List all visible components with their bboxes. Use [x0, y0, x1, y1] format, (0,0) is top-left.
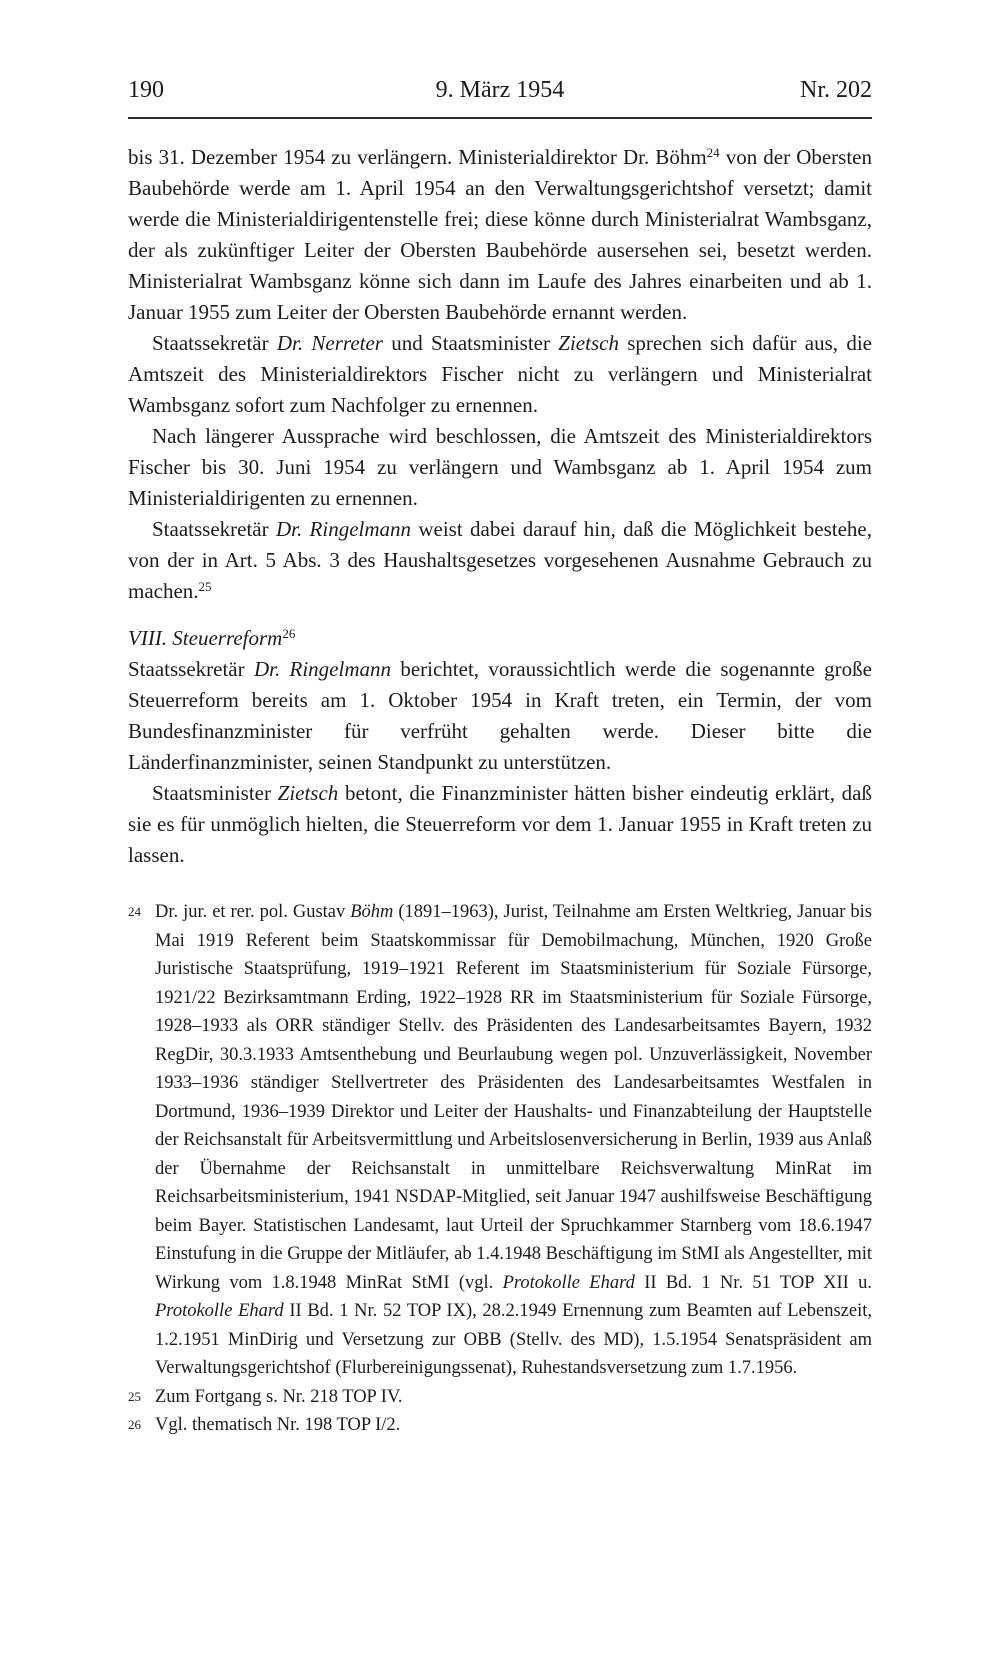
paragraph [128, 421, 872, 514]
text-segment: Protokolle Ehard [502, 1272, 635, 1293]
text-segment: und Staatsminister [382, 331, 559, 355]
section-heading [128, 623, 872, 654]
footnote-text [155, 1387, 403, 1407]
text-segment: Staatssekretär [152, 517, 276, 541]
text-segment: (1891–1963), Jurist, Teilnahme am Ersten Weltkrieg, Januar bis Mai 1919 Referent beim Staatskommissar für Demobilmachung, München, 1920 Große Juristische Staatsprüfung, 1919–1921 Referent im Staatsministerium für Soziale Fürsorge, 1921/22 Bezirksamtmann Erding, 1922–1928 RR im Staatsministerium für Soziale Fürsorge, 1928–1933 als ORR ständiger Stellv. des Präsidenten des Landesarbeitsamtes Bayern, 1932 RegDir, 30.3.1933 Amtsenthebung und Beurlaubung wegen pol. Unzuverlässigkeit, November 1933–1936 ständiger Stellvertreter des Präsidenten des Landesarbeitsamtes Westfalen in Dortmund, 1936–1939 Direktor und Leiter der Haushalts- und Finanzabteilung der Hauptstelle der Reichsanstalt für Arbeitsvermittlung und Arbeitslosenversicherung in Berlin, 1939 aus Anlaß der Übernahme der Reichsanstalt in unmittelbare Reichsverwaltung MinRat im Reichsarbeitsministerium, 1941 NSDAP-Mitglied, seit Januar 1947 aushilfsweise Beschäftigung beim Bayer. Statistischen Landesamt, laut Urteil der Spruchkammer Starnberg vom 18.6.1947 Einstufung in die Gruppe der Mitläufer, ab 1.4.1948 Beschäftigung im StMI als Angestellter, mit Wirkung vom 1.8.1948 MinRat StMI (vgl. [155, 902, 872, 1293]
footnotes [128, 898, 872, 1440]
paragraph [128, 778, 872, 871]
paragraph [128, 142, 872, 328]
footnote-reference: 25 [198, 579, 212, 595]
footnote [128, 1411, 872, 1440]
header-doc-number: Nr. 202 [800, 77, 872, 103]
text-segment: II Bd. 1 Nr. 51 TOP XII u. [634, 1272, 872, 1293]
text-segment: Staatsminister [152, 781, 278, 805]
text-segment: VIII. Steuerreform [128, 626, 283, 650]
text-segment: berichtet, voraussichtlich werde die sogenannte große Steuerreform bereits am 1. Oktober 1954 in Kraft treten, ein Termin, der vom Bundesfinanzminister für verfrüht gehalten werde. Dieser bitte die Länderfinanzminister, seinen Standpunkt zu unterstützen. [128, 657, 872, 774]
footnote-reference: 24 [706, 145, 720, 161]
text-segment: Zum Fortgang s. Nr. 218 TOP IV. [155, 1386, 403, 1407]
footnote-reference: 26 [282, 626, 296, 642]
footnote-number: 26 [128, 1417, 141, 1432]
footnote-number: 25 [128, 1388, 141, 1404]
text-segment: Dr. Nerreter [276, 331, 383, 355]
paragraph [128, 654, 872, 778]
text-segment: weist dabei darauf hin, daß die Möglichkeit bestehe, von der in Art. 5 Abs. 3 des Haushaltsgesetzes vorgesehenen Ausnahme Gebrauch zu machen. [128, 517, 872, 603]
text-segment: Vgl. thematisch Nr. 198 TOP I/2. [155, 1415, 401, 1435]
footnote-number: 24 [128, 904, 141, 919]
text-segment: Dr. Ringelmann [275, 517, 412, 541]
footnote-text [155, 1415, 400, 1435]
text-segment: Staatssekretär [152, 331, 277, 355]
footnote [128, 1383, 872, 1412]
text-segment: Dr. jur. et rer. pol. Gustav [155, 902, 351, 922]
text-segment: Zietsch [558, 331, 619, 355]
page-header [128, 76, 872, 119]
header-date: 9. März 1954 [435, 77, 565, 103]
text-segment: II Bd. 1 Nr. 52 TOP IX), 28.2.1949 Ernennung zum Beamten auf Lebenszeit, 1.2.1951 MinDirig und Versetzung zur OBB (Stellv. des MD), 1.5.1954 Senatspräsident am Verwaltungsgerichtshof (Flurbereinigungssenat), Ruhestandsversetzung zum 1.7.1956. [155, 1301, 872, 1378]
text-segment: Staatssekretär [128, 657, 254, 681]
footnote-text [155, 902, 872, 1378]
text-segment: von der Obersten Baubehörde werde am 1. April 1954 an den Verwaltungsgerichtshof versetzt; damit werde die Ministerialdirigentenstelle frei; diese könne durch Ministerialrat Wambsganz, der als zukünftiger Leiter der Obersten Baubehörde ausersehen sei, besetzt werden. Ministerialrat Wambsganz könne sich dann im Laufe des Jahres einarbeiten und ab 1. Januar 1955 zum Leiter der Obersten Baubehörde ernannt werden. [128, 145, 872, 324]
text-segment: Nach längerer Aussprache wird beschlossen, die Amtszeit des Ministerialdirektors Fischer bis 30. Juni 1954 zu verlängern und Wambsganz ab 1. April 1954 zum Ministerialdirigenten zu ernennen. [128, 424, 872, 510]
body-text [128, 142, 872, 871]
paragraph [128, 328, 872, 421]
footnote [128, 898, 872, 1383]
text-segment: Dr. Ringelmann [253, 657, 391, 681]
text-segment: betont, die Finanzminister hätten bisher eindeutig erklärt, daß sie es für unmöglich hielten, die Steuerreform vor dem 1. Januar 1955 in Kraft treten zu lassen. [128, 781, 872, 867]
text-segment: Protokolle Ehard [155, 1301, 284, 1321]
text-segment: bis 31. Dezember 1954 zu verlängern. Ministerialdirektor Dr. Böhm [128, 145, 707, 169]
page-number: 190 [128, 77, 164, 103]
text-segment: Böhm [350, 902, 394, 922]
text-segment: sprechen sich dafür aus, die Amtszeit des Ministerialdirektors Fischer nicht zu verlängern und Ministerialrat Wambsganz sofort zum Nachfolger zu ernennen. [128, 331, 872, 417]
paragraph [128, 514, 872, 607]
text-segment: Zietsch [277, 781, 339, 805]
